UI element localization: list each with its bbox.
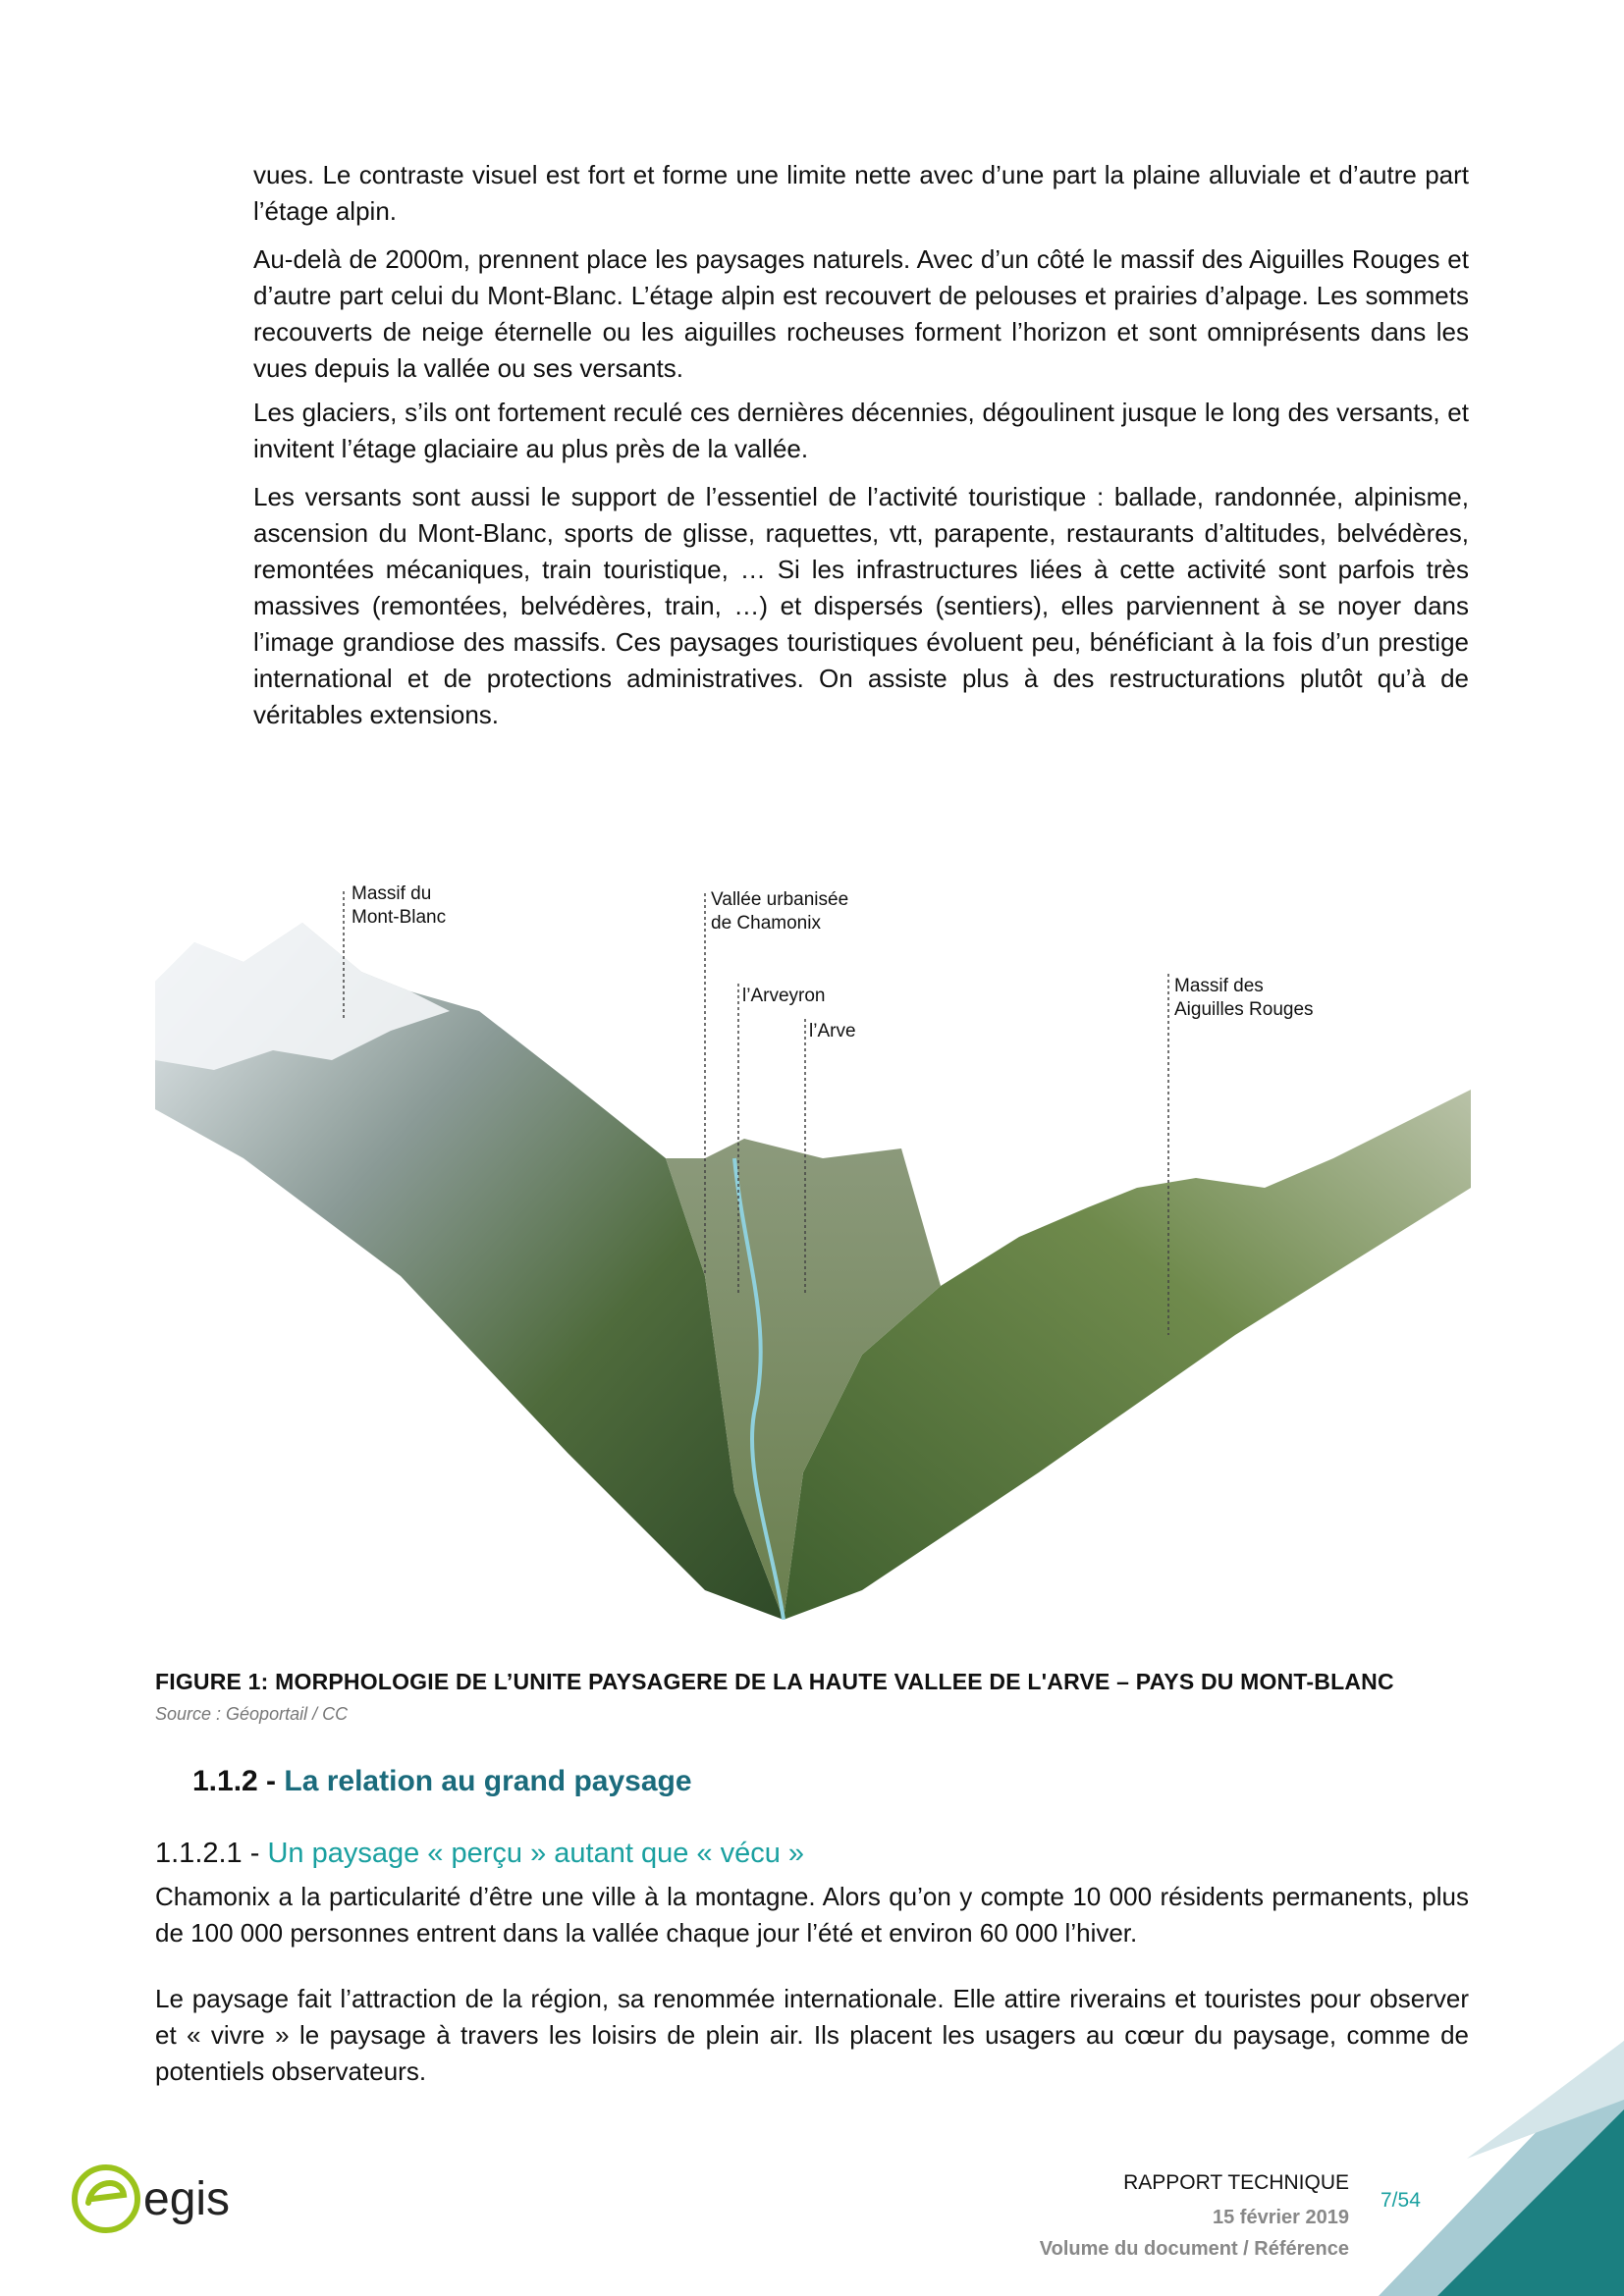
label-vallee-1: Vallée urbanisée: [711, 889, 849, 910]
subsection-number: 1.1.2.1 -: [155, 1838, 268, 1869]
subsection-title: Un paysage « perçu » autant que « vécu »: [267, 1838, 805, 1869]
label-aiguilles-1: Massif des: [1174, 976, 1264, 996]
paragraph-vues: vues. Le contraste visuel est fort et forme une limite nette avec d’une part la plaine alluviale et d’autre part l’étage alpin.: [253, 160, 1469, 226]
valley-illustration: [155, 864, 1471, 1620]
label-vallee-2: de Chamonix: [711, 913, 821, 934]
corner-decoration: [1379, 2041, 1624, 2296]
footer-page-number: 7/54: [1380, 2189, 1421, 2212]
label-aiguilles-2: Aiguilles Rouges: [1174, 999, 1314, 1020]
egis-logo-text: egis: [143, 2173, 231, 2225]
paragraph-paysage: Le paysage fait l’attraction de la région, sa renommée internationale. Elle attire riverains et touristes pour observer et « vivre » le paysage à travers les loisirs de plein air. Ils placent les usagers au cœur du paysage, comme de potentiels observateurs.: [155, 1984, 1469, 2086]
label-massif-mb-2: Mont-Blanc: [352, 907, 447, 928]
egis-logo: [71, 2160, 267, 2238]
label-arve: l’Arve: [809, 1021, 856, 1041]
section-number: 1.1.2 -: [192, 1765, 285, 1797]
figure-source: Source : Géoportail / CC: [155, 1704, 349, 1724]
subsection-heading-1-1-2-1: [155, 1838, 804, 1870]
footer-date: 15 février 2019: [1212, 2207, 1349, 2228]
footer-report-title: RAPPORT TECHNIQUE: [1123, 2171, 1349, 2194]
valley-figure: [155, 864, 1471, 1620]
section-title: La relation au grand paysage: [284, 1765, 692, 1797]
footer-volume: Volume du document / Référence: [1039, 2238, 1349, 2260]
paragraph-glaciers: Les glaciers, s’ils ont fortement reculé ces dernières décennies, dégoulinent jusque le long des versants, et invitent l’étage glaciaire au plus près de la vallée.: [253, 398, 1469, 463]
section-heading-1-1-2: [192, 1765, 692, 1798]
paragraph-chamonix: Chamonix a la particularité d’être une ville à la montagne. Alors qu’on y compte 10 000 résidents permanents, plus de 100 000 personnes entrent dans la vallée chaque jour l’été et environ 60 000 l’hiver.: [155, 1882, 1469, 1948]
paragraph-versants: Les versants sont aussi le support de l’essentiel de l’activité touristique : ballade, randonnée, alpinisme, ascension du Mont-Blanc, sports de glisse, raquettes, vtt, parapente, restaurants d’altitudes, belvédères, remontées mécaniques, train touristique, … Si les infrastructures liées à cette activité sont parfois très massives (remontées, belvédères, train, …) et dispersés (sentiers), elles parviennent à se noyer dans l’image grandiose des massifs. Ces paysages touristiques évoluent peu, bénéficiant à la fois d’un prestige international et de protections administratives. On assiste plus à des restructurations plutôt qu’à de véritables extensions.: [253, 482, 1469, 729]
paragraph-au-dela: Au-delà de 2000m, prennent place les paysages naturels. Avec d’un côté le massif des Aiguilles Rouges et d’autre part celui du Mont-Blanc. L’étage alpin est recouvert de pelouses et prairies d’alpage. Les sommets recouverts de neige éternelle ou les aiguilles rocheuses forment l’horizon et sont omniprésents dans les vues depuis la vallée ou ses versants.: [253, 244, 1469, 383]
label-massif-mb-1: Massif du: [352, 883, 432, 904]
figure-caption: FIGURE 1: MORPHOLOGIE DE L’UNITE PAYSAGERE DE LA HAUTE VALLEE DE L'ARVE – PAYS DU MONT-BLANC: [155, 1669, 1394, 1694]
label-arveyron: l’Arveyron: [742, 986, 826, 1006]
